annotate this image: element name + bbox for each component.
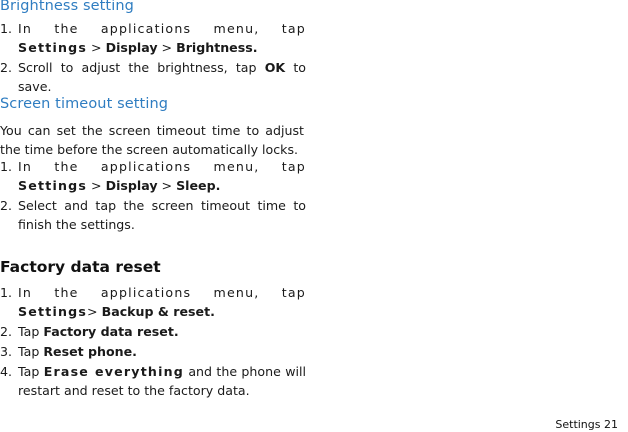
timeout-heading: Screen timeout setting (0, 96, 169, 112)
list-item: 4. Tap Erase everything and the phone will restart and reset to the factory data. (0, 364, 306, 398)
list-item: 2. Select and tap the screen timeout time to finish the settings. (0, 198, 306, 232)
footer-section-label: Settings (555, 418, 601, 431)
list-item: 1. In the applications menu, tap Settings> Backup & reset. (0, 285, 306, 319)
page-footer (555, 418, 618, 431)
timeout-steps (0, 157, 306, 235)
list-item: 2. Scroll to adjust the brightness, tap OK to save. (0, 60, 306, 94)
list-item: 2. Tap Factory data reset. (0, 324, 179, 339)
reset-steps (0, 283, 306, 401)
reset-heading: Factory data reset (0, 258, 161, 276)
timeout-intro: You can set the screen timeout time to adjust the time before the screen automatically locks. (0, 123, 304, 157)
brightness-steps (0, 19, 306, 97)
page-number: 21 (604, 418, 618, 431)
list-item: 3. Tap Reset phone. (0, 344, 137, 359)
brightness-heading: Brightness setting (0, 0, 134, 14)
list-item: 1. In the applications menu, tap Settings > Display > Sleep. (0, 159, 306, 193)
list-item: 1. In the applications menu, tap Settings > Display > Brightness. (0, 21, 306, 55)
